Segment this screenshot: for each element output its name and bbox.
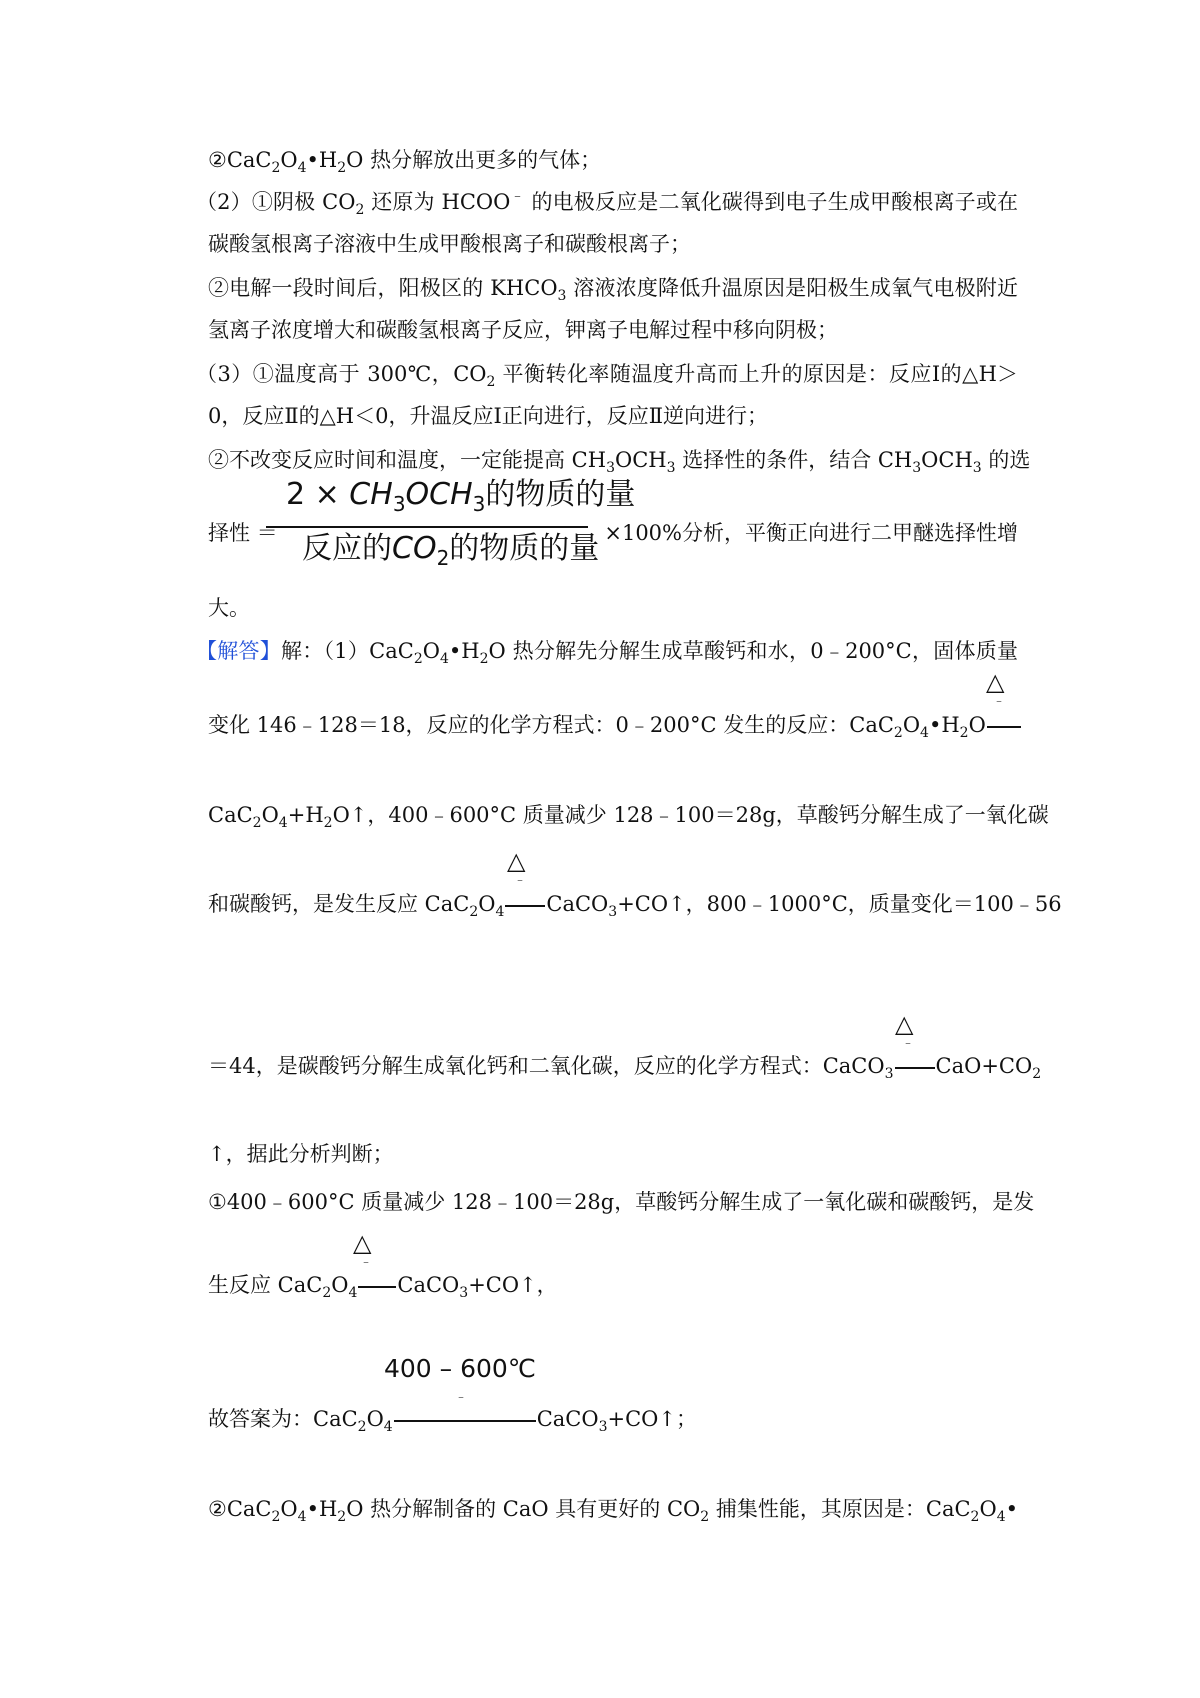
condition-dash-3: ﹣ bbox=[902, 1035, 915, 1049]
formula-numerator: $2 \times CH_3OCH_3$的物质的量 bbox=[286, 477, 636, 516]
condition-dash-2: ﹣ bbox=[514, 872, 527, 886]
condition-dash-1: ﹣ bbox=[993, 693, 1006, 707]
text-line-15: ＝44，是碳酸钙分解生成氧化钙和二氧化碳，反应的化学方程式：CaCO$_3$ $CaO+CO_2$ bbox=[208, 1054, 1042, 1082]
text-line-18: 生反应 $CaC_2O_4$ CaCO$_3$+CO↑， bbox=[208, 1273, 558, 1301]
text-line-14: 和碳酸钙，是发生反应 $CaC_2O_4$ CaCO$_3$+CO↑，800﹣1000°C，质量变化＝100﹣56 bbox=[208, 892, 1062, 920]
heat-symbol-1: △ bbox=[986, 668, 1005, 696]
heat-symbol-3: △ bbox=[895, 1010, 914, 1038]
reaction-arrow-2 bbox=[505, 905, 545, 907]
condition-dash-4: ﹣ bbox=[360, 1254, 373, 1268]
reaction-arrow-4 bbox=[358, 1286, 396, 1288]
heat-symbol-2: △ bbox=[507, 847, 526, 875]
text-line-6: （3）①温度高于 300℃，$CO_2$ 平衡转化率随温度升高而上升的原因是：反应Ⅰ的△H＞ bbox=[196, 362, 1018, 390]
text-line-9-end: ×100%分析，平衡正向进行二甲醚选择性增 bbox=[604, 521, 1018, 545]
formula-denominator: 反应的$CO_2$的物质的量 bbox=[302, 531, 600, 570]
text-line-9-start: 择性 ＝ bbox=[208, 521, 278, 545]
text-line-3: 碳酸氢根离子溶液中生成甲酸根离子和碳酸根离子； bbox=[208, 232, 691, 256]
text-line-7: 0，反应Ⅱ的△H＜0，升温反应Ⅰ正向进行，反应Ⅱ逆向进行； bbox=[208, 404, 769, 428]
heat-symbol-4: △ bbox=[353, 1229, 372, 1257]
text-line-8: ②不改变反应时间和温度，一定能提高 $CH_3OCH_3$ 选择性的条件，结合 $CH_3OCH_3$ 的选 bbox=[208, 448, 1031, 476]
text-line-11: 【解答】解：$(1)CaC_2O_4•H_2O$ 热分解先分解生成草酸钙和水，0﹣200°C，固体质量 bbox=[196, 639, 1019, 667]
reaction-arrow-5 bbox=[394, 1420, 536, 1422]
fraction-bar bbox=[266, 526, 588, 528]
reaction-arrow-1 bbox=[987, 726, 1021, 728]
text-line-5: 氢离子浓度增大和碳酸氢根离子反应，钾离子电解过程中移向阴极； bbox=[208, 318, 838, 342]
text-line-13: $CaC_2O_4+H_2O↑$，400﹣600°C 质量减少 128﹣100＝28g，草酸钙分解生成了一氧化碳 bbox=[208, 803, 1049, 831]
text-line-16: ↑，据此分析判断； bbox=[208, 1142, 394, 1166]
text-line-12: 变化 146﹣128＝18，反应的化学方程式：0﹣200°C 发生的反应：$CaC_2O_4•H_2O$ bbox=[208, 711, 1018, 739]
answer-tag: 【解答】 bbox=[196, 639, 282, 663]
text-line-2: （2）①阴极 $CO_2$ 还原为 HCOO﹣ 的电极反应是二氧化碳得到电子生成甲酸根离子或在 bbox=[196, 188, 1018, 218]
text-line-20: $②CaC_2O_4•H_2O$ 热分解制备的 CaO 具有更好的 $CO_2$ 捕集性能，其原因是：$CaC_2O_4•$ bbox=[208, 1497, 1018, 1525]
text-line-1: $②CaC_2O_4•H_2O$ 热分解放出更多的气体； bbox=[208, 148, 602, 176]
text-line-4: ②电解一段时间后，阳极区的 $KHCO_3$ 溶液浓度降低升温原因是阳极生成氧气电极附近 bbox=[208, 276, 1018, 304]
text-line-19: 故答案为：$CaC_2O_4$ CaCO$_3$+CO↑； bbox=[208, 1407, 697, 1435]
text-line-10: 大。 bbox=[208, 596, 250, 620]
condition-dash-5: ﹣ bbox=[455, 1389, 468, 1403]
text-line-17: ①400﹣600°C 质量减少 128﹣100＝28g，草酸钙分解生成了一氧化碳和碳酸钙，是发 bbox=[208, 1190, 1035, 1214]
reaction-arrow-3 bbox=[895, 1067, 935, 1069]
reaction-condition-400-600: 400 – 600℃ bbox=[384, 1354, 536, 1383]
